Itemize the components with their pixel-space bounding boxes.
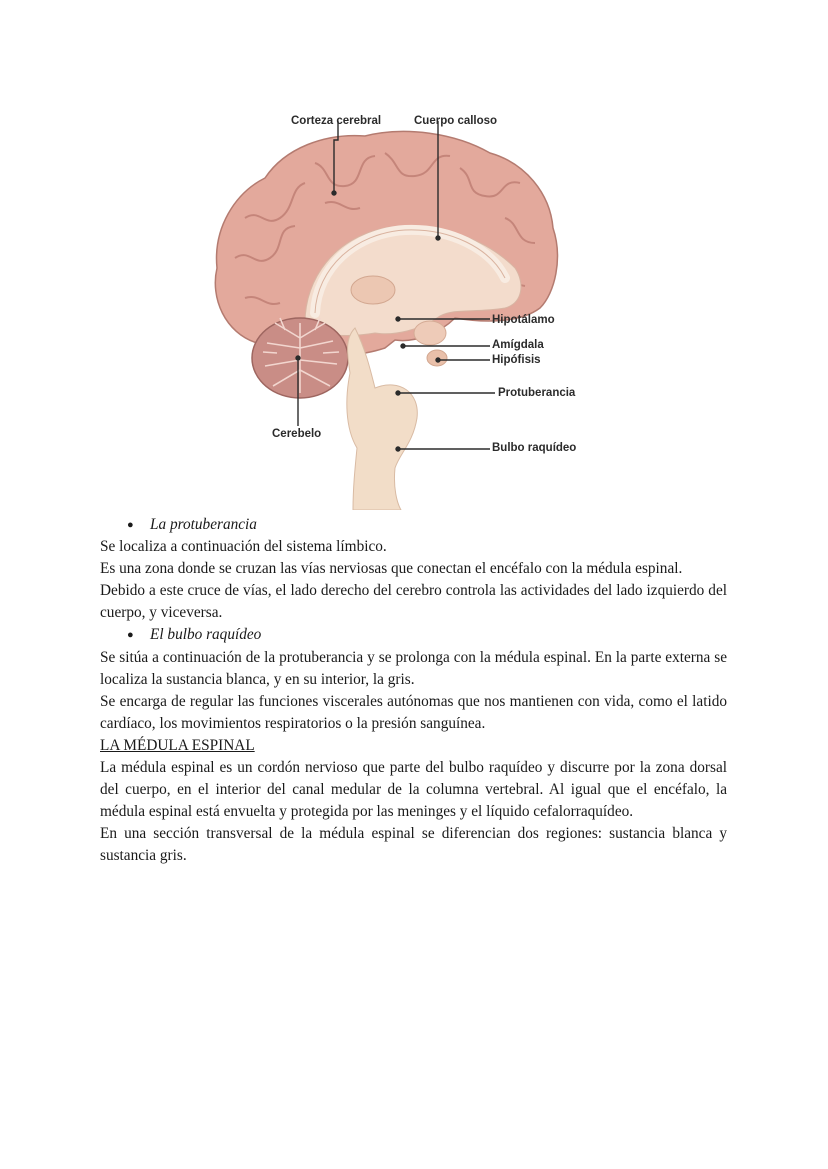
label-corteza-cerebral: Corteza cerebral: [291, 115, 382, 127]
bullet-dot-icon: ●: [127, 519, 134, 531]
paragraph: Se encarga de regular las funciones viscerales autónomas que nos mantienen con vida, como el latido cardíaco, los movimientos respiratorios o la presión sanguínea.: [100, 692, 727, 732]
brainstem-shape: [347, 328, 417, 510]
label-cerebelo: Cerebelo: [272, 428, 322, 440]
paragraph: Se sitúa a continuación de la protuberancia y se prolonga con la médula espinal. En la parte externa se localiza la sustancia blanca, y en su interior, la gris.: [100, 648, 727, 688]
document-body: [100, 514, 727, 868]
bullet-text: La protuberancia: [150, 516, 257, 533]
paragraph: Se localiza a continuación del sistema límbico.: [100, 538, 387, 556]
label-hipotalamo: Hipotálamo: [492, 314, 555, 326]
thalamus-shape: [351, 276, 395, 304]
label-bulbo-raquideo: Bulbo raquídeo: [492, 442, 577, 454]
hypothalamus-shape: [414, 321, 446, 345]
label-amigdala: Amígdala: [492, 339, 544, 351]
paragraph: Es una zona donde se cruzan las vías nerviosas que conectan el encéfalo con la médula espinal.: [100, 560, 683, 578]
section-heading: LA MÉDULA ESPINAL: [100, 736, 255, 754]
label-cuerpo-calloso: Cuerpo calloso: [414, 115, 498, 127]
paragraph: Debido a este cruce de vías, el lado derecho del cerebro controla las actividades del lado izquierdo del cuerpo, y viceversa.: [100, 582, 727, 622]
bullet-text: El bulbo raquídeo: [150, 626, 262, 644]
brain-illustration: [205, 108, 600, 510]
bullet-dot-icon: ●: [127, 629, 134, 642]
label-protuberancia: Protuberancia: [498, 387, 576, 399]
paragraph: En una sección transversal de la médula espinal se diferencian dos regiones: sustancia blanca y sustancia gris.: [100, 825, 727, 865]
bullet-protuberancia: [100, 514, 727, 536]
label-hipofisis: Hipófisis: [492, 354, 541, 366]
bullet-bulbo-raquideo: [100, 624, 727, 646]
paragraph: La médula espinal es un cordón nervioso que parte del bulbo raquídeo y discurre por la zona dorsal del cuerpo, en el interior del canal medular de la columna vertebral. Al igual que el encéfalo, la médula espinal está envuelta y protegida por las meninges y el líquido cefalorraquídeo.: [100, 759, 727, 821]
